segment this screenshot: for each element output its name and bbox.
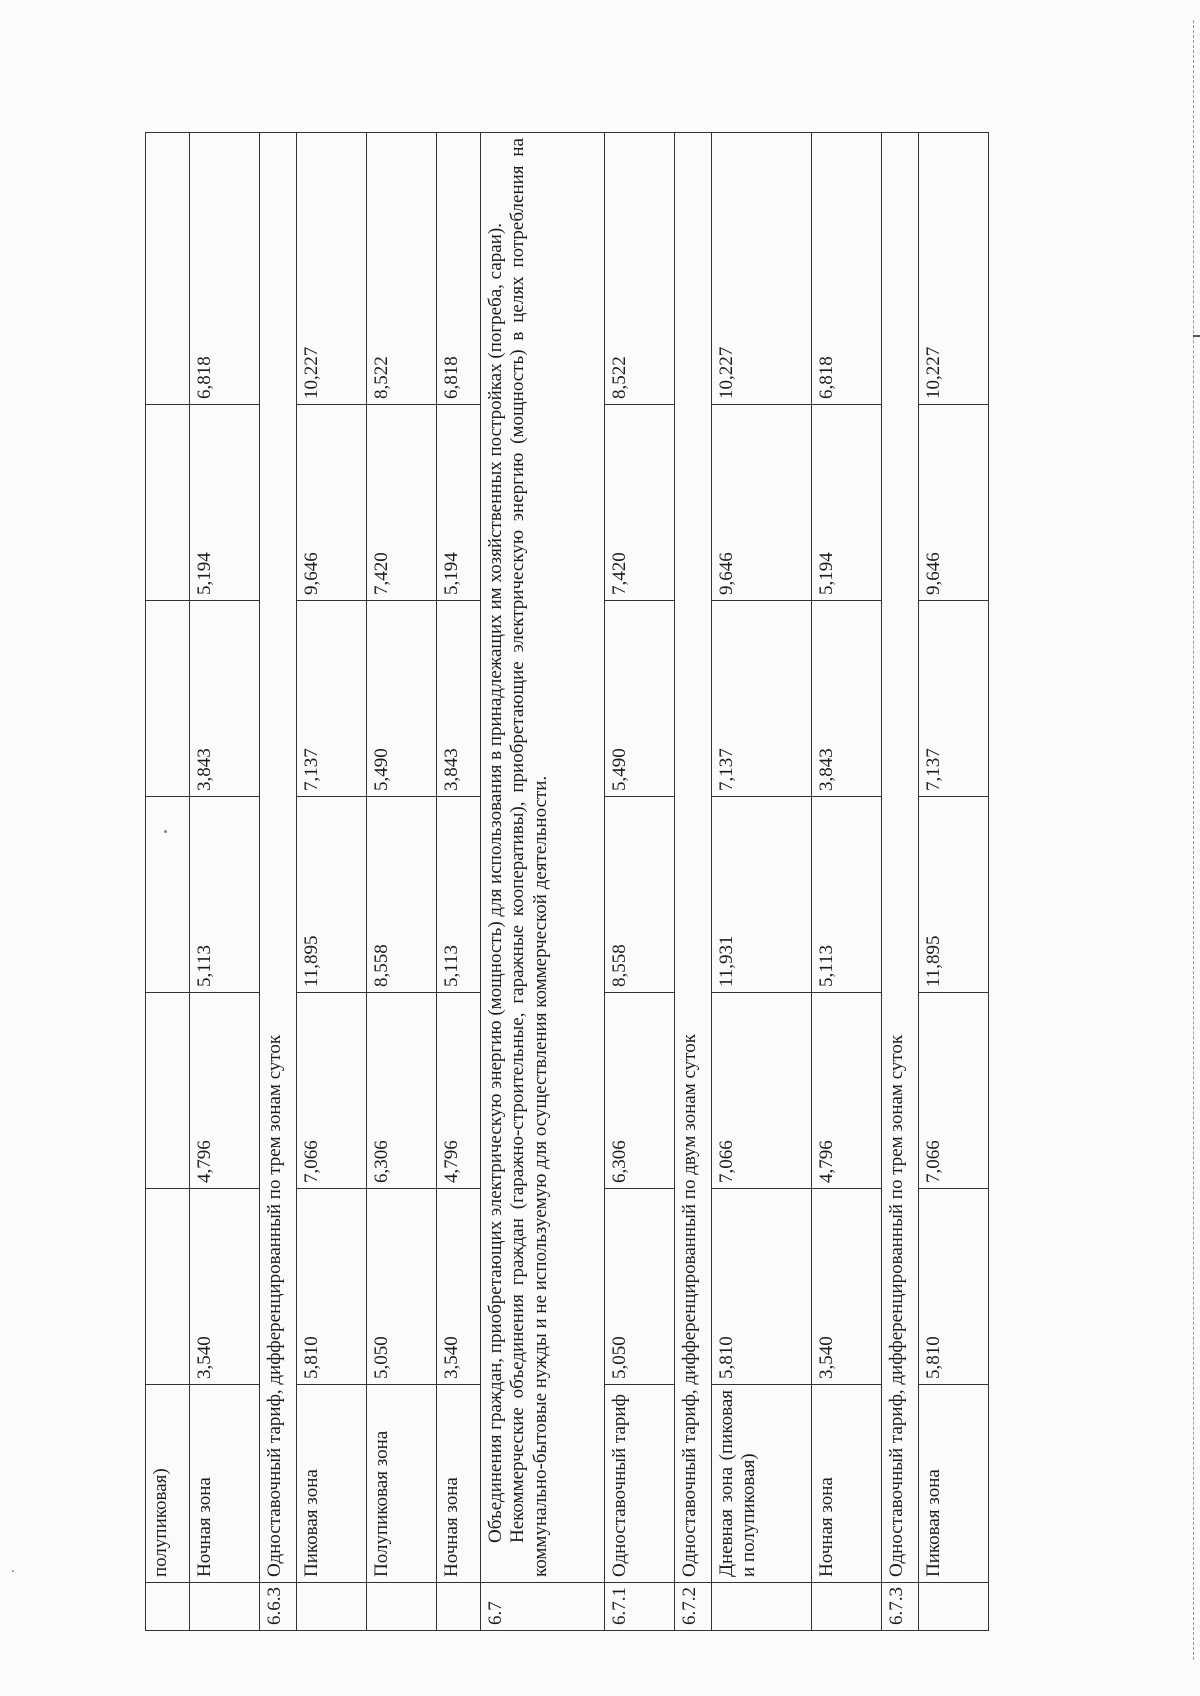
description-paragraph: Некоммерческие объединения граждан (гаражно-строительные, гаражные кооперативы), приобретающие электрическую энергию (мощность) в целях потребления на коммунально-бытовые нужды и не используемую для осуществления коммерческой деятельности. <box>507 138 551 1577</box>
value-cell: 5,113 <box>190 797 260 993</box>
value-cell: 11,895 <box>297 797 367 993</box>
value-cell: 5,113 <box>437 797 481 993</box>
code-cell <box>712 1583 812 1631</box>
value-cell: 5,194 <box>812 405 882 601</box>
value-cell: 10,227 <box>919 133 989 405</box>
value-cell: 5,050 <box>605 1189 675 1385</box>
value-cell: 8,558 <box>605 797 675 993</box>
row-label: Пиковая зона <box>297 1385 367 1583</box>
value-cell: 8,522 <box>605 133 675 405</box>
value-cell: 3,843 <box>190 601 260 797</box>
table-row <box>437 133 481 1631</box>
value-cell: 5,113 <box>812 797 882 993</box>
row-label: Пиковая зона <box>919 1385 989 1583</box>
row-label: Ночная зона <box>812 1385 882 1583</box>
value-cell: 6,306 <box>605 993 675 1189</box>
rotated-page-area <box>145 133 1075 1631</box>
value-cell: 3,843 <box>437 601 481 797</box>
value-cell: 5,194 <box>190 405 260 601</box>
value-cell: 9,646 <box>919 405 989 601</box>
value-cell: 5,490 <box>605 601 675 797</box>
value-cell: 11,895 <box>919 797 989 993</box>
code-cell <box>146 1583 190 1631</box>
section-header-row <box>481 133 605 1631</box>
section-title: Одноставочный тариф, дифференцированный по трем зонам суток <box>882 133 919 1583</box>
section-header-row <box>882 133 919 1631</box>
code-cell <box>437 1583 481 1631</box>
value-cell <box>146 993 190 1189</box>
section-description <box>481 133 605 1583</box>
tariff-table <box>145 132 989 1631</box>
section-code: 6.7.3 <box>882 1583 919 1631</box>
value-cell: 5,810 <box>919 1189 989 1385</box>
scan-speck <box>12 1570 14 1572</box>
value-cell: 7,066 <box>712 993 812 1189</box>
value-cell <box>146 405 190 601</box>
row-label: Полупиковая зона <box>367 1385 437 1583</box>
scan-edge-line <box>1193 20 1200 1660</box>
value-cell: 9,646 <box>712 405 812 601</box>
value-cell: 6,306 <box>367 993 437 1189</box>
value-cell <box>146 797 190 993</box>
code-cell <box>919 1583 989 1631</box>
value-cell: 3,843 <box>812 601 882 797</box>
value-cell: 10,227 <box>297 133 367 405</box>
section-title: Одноставочный тариф, дифференцированный по двум зонам суток <box>675 133 712 1583</box>
section-header-row <box>675 133 712 1631</box>
table-row <box>367 133 437 1631</box>
row-code: 6.7.1 <box>605 1583 675 1631</box>
value-cell: 7,066 <box>919 993 989 1189</box>
tariff-table-rotated <box>145 133 1075 1631</box>
table-row <box>605 133 675 1631</box>
code-cell <box>297 1583 367 1631</box>
section-title: Одноставочный тариф, дифференцированный по трем зонам суток <box>260 133 297 1583</box>
section-header-row <box>260 133 297 1631</box>
section-code: 6.6.3 <box>260 1583 297 1631</box>
value-cell <box>146 1189 190 1385</box>
value-cell: 6,818 <box>812 133 882 405</box>
value-cell: 7,137 <box>297 601 367 797</box>
row-label: Дневная зона (пиковая и полупиковая) <box>712 1385 812 1583</box>
code-cell <box>367 1583 437 1631</box>
value-cell: 9,646 <box>297 405 367 601</box>
value-cell <box>146 133 190 405</box>
section-code: 6.7 <box>481 1583 605 1631</box>
code-cell <box>190 1583 260 1631</box>
value-cell: 7,420 <box>605 405 675 601</box>
value-cell: 7,137 <box>919 601 989 797</box>
value-cell: 3,540 <box>190 1189 260 1385</box>
row-label: Ночная зона <box>190 1385 260 1583</box>
value-cell: 5,050 <box>367 1189 437 1385</box>
value-cell: 5,810 <box>297 1189 367 1385</box>
value-cell <box>146 601 190 797</box>
value-cell: 4,796 <box>812 993 882 1189</box>
table-row <box>190 133 260 1631</box>
table-row <box>812 133 882 1631</box>
value-cell: 5,194 <box>437 405 481 601</box>
section-code: 6.7.2 <box>675 1583 712 1631</box>
description-paragraph: Объединения граждан, приобретающих электрическую энергию (мощность) для использования в принадлежащих им хозяйственных постройках (погреба, сараи). <box>485 223 506 1543</box>
value-cell: 3,540 <box>437 1189 481 1385</box>
margin-mark <box>1193 335 1200 337</box>
table-row <box>919 133 989 1631</box>
value-cell: 8,558 <box>367 797 437 993</box>
row-label: полупиковая) <box>146 1385 190 1583</box>
value-cell: 10,227 <box>712 133 812 405</box>
value-cell: 6,818 <box>437 133 481 405</box>
row-label: Одноставочный тариф <box>605 1385 675 1583</box>
value-cell: 4,796 <box>437 993 481 1189</box>
value-cell: 4,796 <box>190 993 260 1189</box>
value-cell: 3,540 <box>812 1189 882 1385</box>
value-cell: 7,137 <box>712 601 812 797</box>
code-cell <box>812 1583 882 1631</box>
value-cell: 6,818 <box>190 133 260 405</box>
value-cell: 5,810 <box>712 1189 812 1385</box>
row-label: Ночная зона <box>437 1385 481 1583</box>
table-row <box>712 133 812 1631</box>
value-cell: 7,420 <box>367 405 437 601</box>
value-cell: 5,490 <box>367 601 437 797</box>
value-cell: 11,931 <box>712 797 812 993</box>
value-cell: 7,066 <box>297 993 367 1189</box>
table-row <box>297 133 367 1631</box>
value-cell: 8,522 <box>367 133 437 405</box>
table-row <box>146 133 190 1631</box>
